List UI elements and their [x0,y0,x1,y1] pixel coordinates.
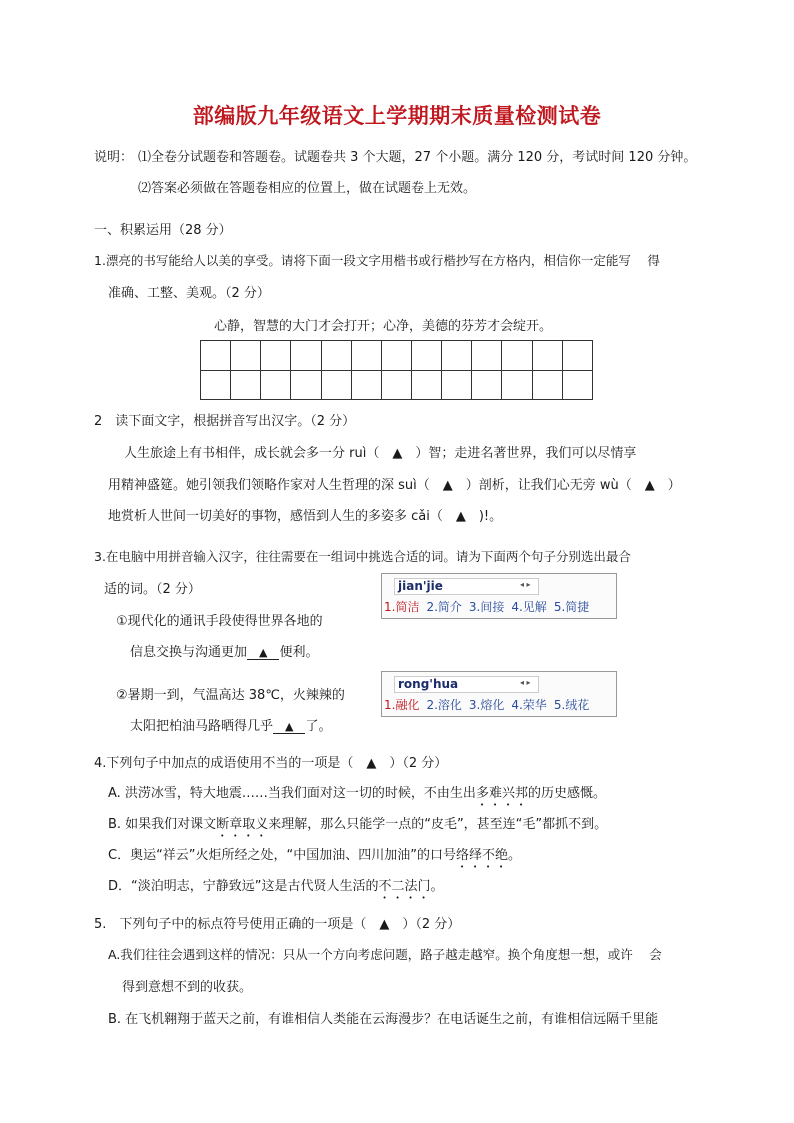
ime-candidate: 5.绒花 [553,698,590,712]
ime-candidate: 3.间接 [468,600,505,614]
q5-option-a-line2: 得到意想不到的收获。 [122,980,253,995]
ime-candidate: 4.荣华 [511,698,547,712]
option-text: 。 [430,879,444,894]
answer-blank-1[interactable]: ▲ [247,646,279,660]
q3-s2-prefix: 太阳把柏油马路晒得几乎 [130,719,274,734]
answer-blank-2[interactable]: ▲ [273,720,305,734]
page-title: 部编版九年级语文上学期期末质量检测试卷 [192,104,602,128]
q3-sentence1-line2 [130,641,319,660]
grid-row [201,341,593,371]
option-text: D．“淡泊明志，宁静致远”这是古代贤人生活的 [108,879,379,894]
q3-stem-line1: 3.在电脑中用拼音输入汉字，往往需要在一组词中挑选合适的词。请为下面两个句子分别选出最合 [94,549,631,564]
ime-candidate: 2.溶化 [426,698,462,712]
dotted-idiom: 断章取义 [216,817,269,832]
ime-candidate-box-2 [381,671,617,717]
q1-stem-line1: 1.漂亮的书写能给人以美的享受。请将下面一段文字用楷书或行楷抄写在方格内，相信你一定能写 得 [94,253,660,268]
option-text: 来理解，那么只能学一点的“皮毛”，甚至连“毛”都抓不到。 [268,817,608,832]
dotted-idiom: 不二法门 [378,879,431,894]
q4-option-b[interactable] [108,813,607,840]
q1-sentence: 心静，智慧的大门才会打开；心净，美德的芬芳才会绽开。 [214,319,553,334]
notes-label: 说明： [94,150,134,165]
q5-option-a-line1[interactable]: A.我们往往会遇到这样的情况：只从一个方向考虑问题，路子越走越窄。换个角度想一想，或许 会 [108,947,662,962]
option-text: C．奥运“祥云”火炬所经之处，“中国加油、四川加油”的口号 [108,848,457,863]
note-1: ⑴全卷分试题卷和答题卷。试题卷共 3 个大题，27 个小题。满分 120 分，考试时间 120 分钟。 [138,150,697,165]
ime-candidate-box-1 [381,573,617,619]
q3-sentence1-line1: ①现代化的通讯手段使得世界各地的 [116,614,323,629]
option-text: 。 [508,848,522,863]
q1-stem-line2: 准确、工整、美观。（2 分） [108,286,270,301]
q3-stem-line2: 适的词。（2 分） [104,582,201,597]
ime-candidates-2 [384,696,596,713]
option-text: A. 洪涝冰雪，特大地震……当我们面对这一切的时候，不由生出 [108,786,476,801]
q2-paragraph-line1: 人生旅途上有书相伴，成长就会多一分 ruì（ ▲ ）智；走进名著世界，我们可以尽情享 [124,446,637,461]
q3-s2-suffix: 了。 [305,719,332,734]
q5-option-b-line1[interactable]: B. 在飞机翱翔于蓝天之前，有谁相信人类能在云海漫步？在电话诞生之前，有谁相信远隔千里能 [108,1012,659,1027]
option-text: B. 如果我们对课文 [108,817,217,832]
q4-option-a[interactable] [108,782,606,809]
option-text: 的历史感慨。 [527,786,606,801]
grid-row [201,370,593,400]
q4-option-c[interactable] [108,844,521,871]
q3-s1-suffix: 便利。 [279,645,319,660]
q4-stem: 4.下列句子中加点的成语使用不当的一项是（ ▲ ）（2 分） [94,756,448,771]
q2-stem: 2 读下面文字，根据拼音写出汉字。（2 分） [94,414,356,429]
q5-stem: 5. 下列句子中的标点符号使用正确的一项是（ ▲ ）（2 分） [94,917,461,932]
q3-sentence2-line1: ②暑期一到，气温高达 38℃，火辣辣的 [116,688,345,703]
ime-candidate: 4.见解 [511,600,547,614]
q4-option-d[interactable] [108,875,444,902]
ime-input-1: jian'jie [394,578,539,595]
ime-candidates-1 [384,598,596,615]
ime-page-arrows-icon: ◂ ▸ [520,580,531,589]
ime-candidate: 2.简介 [426,600,462,614]
section-heading: 一、积累运用（28 分） [94,223,232,238]
q2-paragraph-line3: 地赏析人世间一切美好的事物，感悟到人生的多姿多 cǎi（ ▲ )!。 [108,509,503,524]
q3-sentence2-line2 [130,715,332,734]
q2-paragraph-line2: 用精神盛筵。她引领我们领略作家对人生哲理的深 suì（ ▲ ）剖析，让我们心无旁 wù（ ▲ ） [108,478,681,493]
writing-grid[interactable] [200,340,593,400]
note-2: ⑵答案必须做在答题卷相应的位置上，做在试题卷上无效。 [138,181,477,196]
ime-candidate: 5.简捷 [553,600,590,614]
ime-candidate: 3.熔化 [468,698,505,712]
ime-candidate: 1.简洁 [384,600,420,614]
dotted-idiom: 多难兴邦 [475,786,528,801]
dotted-idiom: 络绎不绝 [456,848,509,863]
q3-s1-prefix: 信息交换与沟通更加 [130,645,248,660]
ime-input-2: rong'hua [394,676,539,693]
ime-page-arrows-icon: ◂ ▸ [520,678,531,687]
ime-candidate: 1.融化 [384,698,420,712]
